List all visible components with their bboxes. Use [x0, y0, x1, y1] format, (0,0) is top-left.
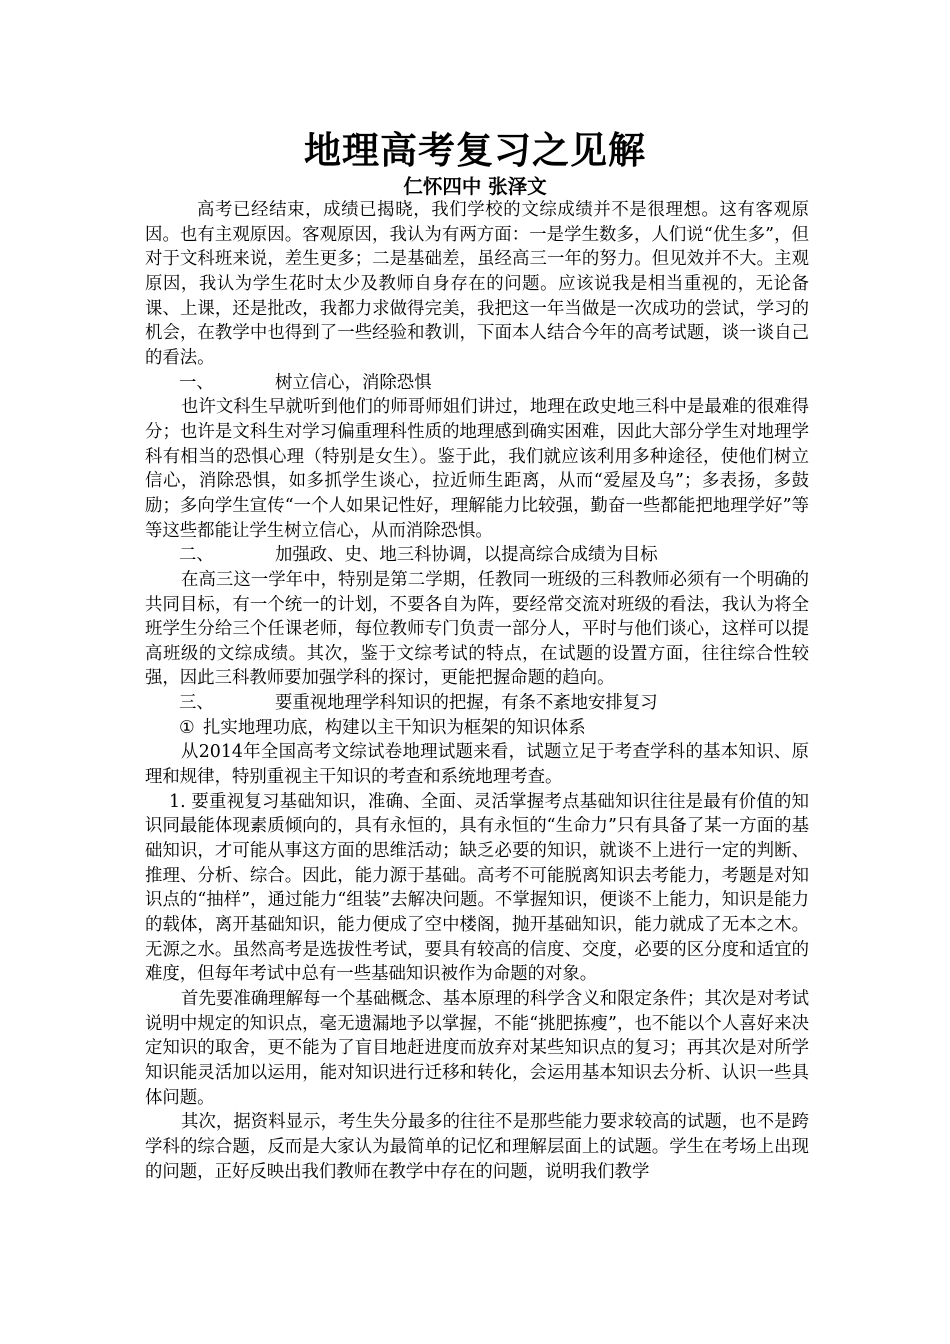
section-number: 三、 [179, 693, 214, 714]
paragraph: 首先要准确理解每一个基础概念、基本原理的科学含义和限定条件；其次是对考试说明中规定的知识点，毫无遗漏地予以掌握，不能“挑肥拣瘦”，也不能以个人喜好来决定知识的取舍，更不能为了盲目地赶进度而放弃对某些知识点的复习；再其次是对所学知识能灵活加以运用，能对知识进行迁移和转化，会运用基本知识去分析、认识一些具体问题。 [145, 989, 809, 1108]
paragraph: 也许文科生早就听到他们的师哥师姐们讲过，地理在政史地三科中是最难的很难得分；也许是文科生对学习偏重理科性质的地理感到确实困难，因此大部分学生对地理学科有相当的恐惧心理（特别是女生）。鉴于此，我们就应该利用多种途径，使他们树立信心，消除恐惧，如多抓学生谈心，拉近师生距离，从而“爱屋及乌”；多表扬，多鼓励；多向学生宣传“一个人如果记性好，理解能力比较强，勤奋一些都能把地理学好”等等这些都能让学生树立信心，从而消除恐惧。 [145, 397, 809, 541]
subsection-heading-text: 扎实地理功底，构建以主干知识为框架的知识体系 [203, 717, 586, 738]
document-title: 地理高考复习之见解 [304, 129, 646, 172]
paragraph: 从2014年全国高考文综试卷地理试题来看，试题立足于考查学科的基本知识、原理和规律，特别重视主干知识的考查和系统地理考查。 [145, 742, 809, 788]
section-heading-3 [145, 691, 809, 716]
document-body [145, 198, 809, 1184]
section-heading-text: 要重视地理学科知识的把握，有条不紊地安排复习 [275, 693, 658, 714]
section-heading-2 [145, 543, 809, 568]
paragraph: 其次，据资料显示，考生失分最多的往往不是那些能力要求较高的试题，也不是跨学科的综合题，反而是大家认为最简单的记忆和理解层面上的试题。学生在考场上出现的问题，正好反映出我们教师在教学中存在的问题，说明我们教学 [145, 1112, 809, 1182]
paragraph-numbered: 1. 要重视复习基础知识，准确、全面、灵活掌握考点基础知识往往是最有价值的知识同最能体现素质倾向的，具有永恒的，具有永恒的“生命力”只有具备了某一方面的基础知识，才可能从事这方面的思维活动；缺乏必要的知识，就谈不上进行一定的判断、推理、分析、综合。因此，能力源于基础。高考不可能脱离知识去考能力，考题是对知识点的“抽样”，通过能力“组装”去解决问题。不掌握知识，便谈不上能力，知识是能力的载体，离开基础知识，能力便成了空中楼阁，抛开基础知识，能力就成了无本之木。无源之水。虽然高考是选拔性考试，要具有较高的信度、交度，必要的区分度和适宜的难度，但每年考试中总有一些基础知识被作为命题的对象。 [145, 791, 809, 985]
document-author: 仁怀四中 张泽文 [403, 175, 547, 198]
paragraph-intro: 高考已经结束，成绩已揭晓，我们学校的文综成绩并不是很理想。这有客观原因。也有主观原因。客观原因，我认为有两方面：一是学生数多，人们说“优生多”，但对于文科班来说，差生更多；二是基础差，虽经高三一年的努力。但见效并不大。主观原因，我认为学生花时太少及教师自身存在的问题。应该说我是相当重视的，无论备课、上课，还是批改，我都力求做得完美，我把这一年当做是一次成功的尝试，学习的机会，在教学中也得到了一些经验和教训，下面本人结合今年的高考试题，谈一谈自己的看法。 [145, 200, 809, 368]
paragraph: 在高三这一学年中，特别是第二学期，任教同一班级的三科教师必须有一个明确的共同目标，有一个统一的计划，不要各自为阵，要经常交流对班级的看法，我认为将全班学生分给三个任课老师，每位教师专门负责一部分人，平时与他们谈心，这样可以提高班级的文综成绩。其次，鉴于文综考试的特点，在试题的设置方面，往往综合性较强，因此三科教师要加强学科的探讨，更能把握命题的趋向。 [145, 569, 809, 689]
subsection-number: ① [179, 717, 195, 738]
section-number: 一、 [179, 372, 214, 393]
subsection-heading-1 [145, 716, 809, 741]
section-number: 二、 [179, 545, 214, 566]
section-heading-text: 加强政、史、地三科协调，以提高综合成绩为目标 [275, 545, 658, 566]
section-heading-1 [145, 371, 809, 396]
section-heading-text: 树立信心，消除恐惧 [275, 372, 432, 393]
